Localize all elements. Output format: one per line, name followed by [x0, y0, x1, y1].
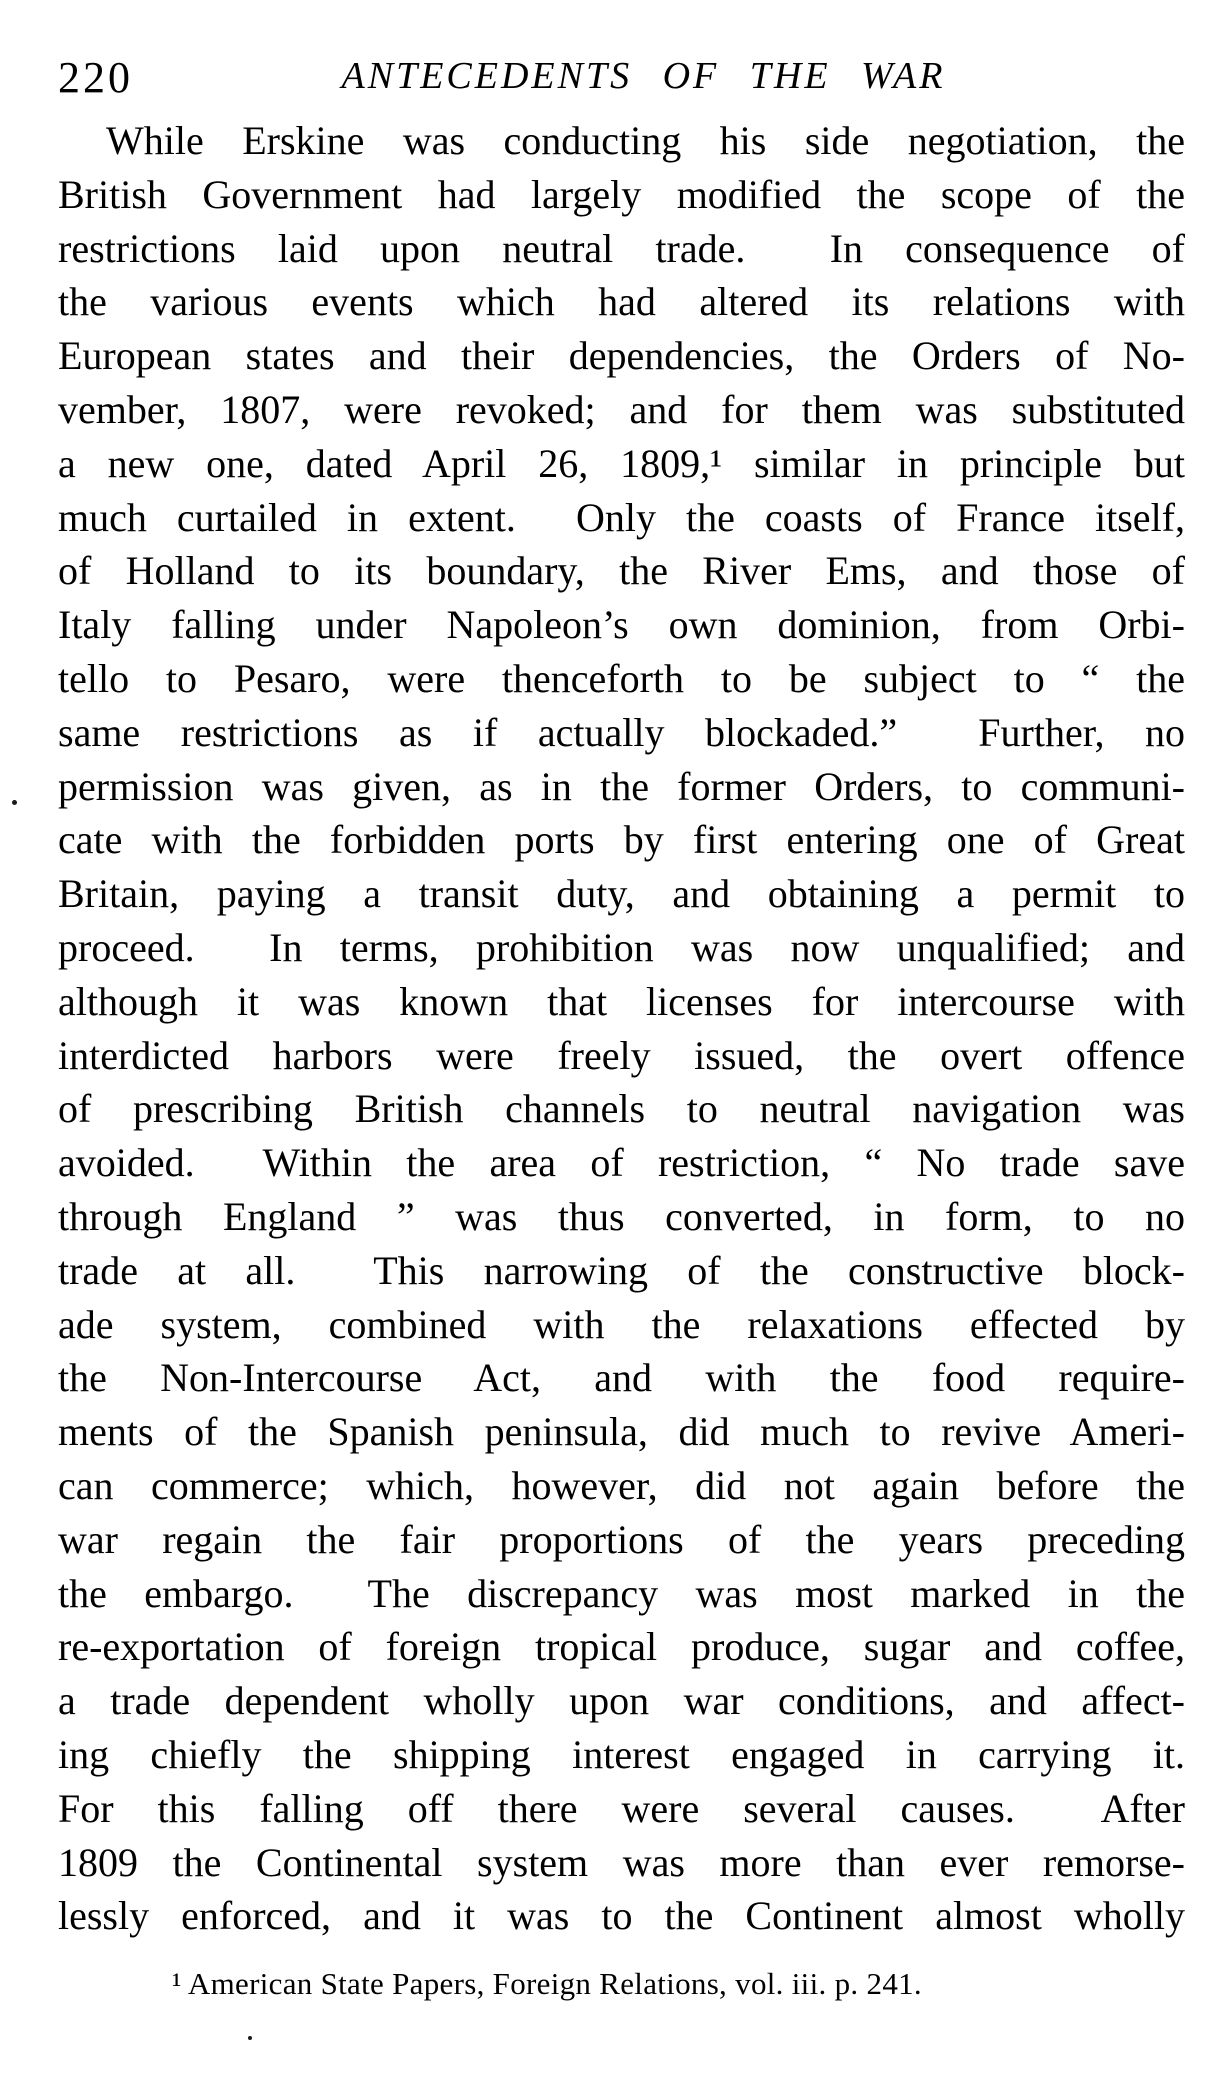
- running-title: ANTECEDENTS OF THE WAR: [341, 55, 946, 97]
- text-line: Italy falling under Napoleon’s own dominion, from Orbi-: [58, 602, 1185, 648]
- text-line: British Government had largely modified the scope of the: [58, 171, 1185, 217]
- scan-artifact-dot: [12, 800, 17, 805]
- text-line: tello to Pesaro, were thenceforth to be subject to “ the: [58, 655, 1185, 701]
- text-line: of Holland to its boundary, the River Ems, and those of: [58, 548, 1185, 594]
- text-line: the Non-Intercourse Act, and with the food require-: [58, 1355, 1185, 1401]
- text-line: re-exportation of foreign tropical produce, sugar and coffee,: [58, 1624, 1185, 1670]
- text-line: war regain the fair proportions of the years preceding: [58, 1516, 1185, 1562]
- text-line: 1809 the Continental system was more than ever remorse-: [58, 1839, 1185, 1885]
- text-line: ade system, combined with the relaxations effected by: [58, 1301, 1185, 1347]
- text-line: much curtailed in extent. Only the coasts of France itself,: [58, 494, 1185, 540]
- text-line: ing chiefly the shipping interest engaged in carrying it.: [58, 1731, 1185, 1777]
- text-line: cate with the forbidden ports by first entering one of Great: [58, 817, 1185, 863]
- text-line: European states and their dependencies, the Orders of No-: [58, 333, 1185, 379]
- text-line: interdicted harbors were freely issued, the overt offence: [58, 1032, 1185, 1078]
- text-line: a new one, dated April 26, 1809,¹ similar in principle but: [58, 440, 1185, 486]
- page-header: [58, 48, 1185, 102]
- text-line: trade at all. This narrowing of the constructive block-: [58, 1247, 1185, 1293]
- text-line: can commerce; which, however, did not again before the: [58, 1462, 1185, 1508]
- text-line: While Erskine was conducting his side negotiation, the: [106, 118, 1185, 163]
- body-text: [58, 114, 1185, 1943]
- text-line: the embargo. The discrepancy was most marked in the: [58, 1570, 1185, 1616]
- text-line: Britain, paying a transit duty, and obtaining a permit to: [58, 871, 1185, 917]
- text-line: permission was given, as in the former Orders, to communi-: [58, 763, 1185, 809]
- text-line: through England ” was thus converted, in form, to no: [58, 1193, 1185, 1239]
- text-line: proceed. In terms, prohibition was now unqualified; and: [58, 924, 1185, 970]
- text-line: vember, 1807, were revoked; and for them was substituted: [58, 386, 1185, 432]
- text-line: a trade dependent wholly upon war conditions, and affect-: [58, 1678, 1185, 1724]
- scan-artifact-dot: [248, 2036, 252, 2040]
- text-line: lessly enforced, and it was to the Continent almost wholly: [58, 1893, 1185, 1939]
- text-line: same restrictions as if actually blockaded.” Further, no: [58, 709, 1185, 755]
- text-line: restrictions laid upon neutral trade. In consequence of: [58, 225, 1185, 271]
- text-line: avoided. Within the area of restriction, “ No trade save: [58, 1140, 1185, 1186]
- footnote: ¹ American State Papers, Foreign Relations, vol. iii. p. 241.: [172, 1966, 922, 2001]
- text-line: the various events which had altered its relations with: [58, 279, 1185, 325]
- text-line: of prescribing British channels to neutral navigation was: [58, 1086, 1185, 1132]
- page-number: 220: [58, 53, 133, 102]
- text-line: For this falling off there were several causes. After: [58, 1785, 1185, 1831]
- text-line: ments of the Spanish peninsula, did much to revive Ameri-: [58, 1409, 1185, 1455]
- text-line: although it was known that licenses for intercourse with: [58, 978, 1185, 1024]
